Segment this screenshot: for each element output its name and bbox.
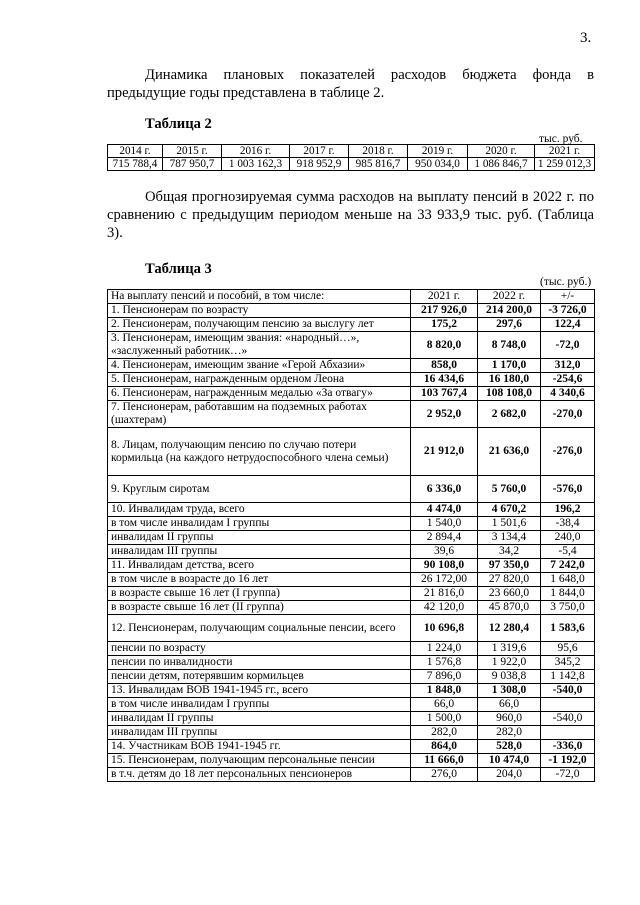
value-2021: 175,2: [411, 318, 478, 332]
row-name: инвалидам II группы: [108, 531, 411, 545]
row-name: 8. Лицам, получающим пенсию по случаю потери кормильца (на каждого нетрудоспособного члена семьи): [108, 428, 411, 476]
value-2022: 27 820,0: [478, 573, 541, 587]
row-name: 6. Пенсионерам, награжденным медалью «За отвагу»: [108, 387, 411, 401]
intro-text: Динамика плановых показателей расходов бюджета фонда в предыдущие годы представлена в таблице 2.: [107, 67, 594, 101]
table2-value: 715 788,4: [108, 158, 163, 171]
table-row: [108, 670, 595, 684]
table-row: [108, 428, 595, 476]
value-2021: 26 172,00: [411, 573, 478, 587]
value-2021: 2 894,4: [411, 531, 478, 545]
row-name: пенсии по возрасту: [108, 642, 411, 656]
value-diff: -254,6: [541, 373, 595, 387]
table3-caption: Таблица 3: [145, 261, 212, 277]
value-diff: -3 726,0: [541, 304, 595, 318]
value-2021: 217 926,0: [411, 304, 478, 318]
value-2021: 21 816,0: [411, 587, 478, 601]
table3-header-label: На выплату пенсий и пособий, в том числе:: [108, 290, 411, 304]
value-2021: 1 576,8: [411, 656, 478, 670]
value-2022: 9 038,8: [478, 670, 541, 684]
table-row: [108, 587, 595, 601]
value-2021: 66,0: [411, 698, 478, 712]
value-2021: 864,0: [411, 740, 478, 754]
value-2022: 5 760,0: [478, 476, 541, 503]
value-diff: -72,0: [541, 768, 595, 782]
value-diff: 1 844,0: [541, 587, 595, 601]
value-2022: 97 350,0: [478, 559, 541, 573]
value-2022: 3 134,4: [478, 531, 541, 545]
row-name: в возрасте свыше 16 лет (II группа): [108, 601, 411, 615]
value-2022: 34,2: [478, 545, 541, 559]
value-diff: 1 142,8: [541, 670, 595, 684]
row-name: 9. Круглым сиротам: [108, 476, 411, 503]
value-2021: 16 434,6: [411, 373, 478, 387]
value-2021: 39,6: [411, 545, 478, 559]
value-diff: -336,0: [541, 740, 595, 754]
value-2022: 1 319,6: [478, 642, 541, 656]
table2-value: 787 950,7: [163, 158, 222, 171]
row-name: в том числе инвалидам I группы: [108, 698, 411, 712]
table-row: [108, 318, 595, 332]
row-name: в том числе инвалидам I группы: [108, 517, 411, 531]
row-name: в т.ч. детям до 18 лет персональных пенсионеров: [108, 768, 411, 782]
value-diff: -540,0: [541, 712, 595, 726]
value-2021: 1 848,0: [411, 684, 478, 698]
value-2022: 1 308,0: [478, 684, 541, 698]
table-row: [108, 332, 595, 359]
table3: [107, 289, 595, 782]
row-name: 1. Пенсионерам по возрасту: [108, 304, 411, 318]
row-name: 12. Пенсионерам, получающим социальные пенсии, всего: [108, 615, 411, 642]
value-2021: 7 896,0: [411, 670, 478, 684]
value-diff: -38,4: [541, 517, 595, 531]
row-name: 4. Пенсионерам, имеющим звание «Герой Абхазии»: [108, 359, 411, 373]
table-row: [108, 601, 595, 615]
table-row: [108, 615, 595, 642]
table2-year: 2014 г.: [108, 145, 163, 158]
value-diff: 4 340,6: [541, 387, 595, 401]
table-row: [108, 545, 595, 559]
table2-year: 2019 г.: [408, 145, 468, 158]
table2-year: 2015 г.: [163, 145, 222, 158]
value-2021: 42 120,0: [411, 601, 478, 615]
table-row: [108, 503, 595, 517]
value-2022: 4 670,2: [478, 503, 541, 517]
table-row: [108, 754, 595, 768]
table2-value: 918 952,9: [290, 158, 349, 171]
row-name: инвалидам II группы: [108, 712, 411, 726]
table2-value: 1 259 012,3: [535, 158, 595, 171]
value-2022: 66,0: [478, 698, 541, 712]
table-row: [108, 359, 595, 373]
table-row: [108, 517, 595, 531]
value-2022: 108 108,0: [478, 387, 541, 401]
table-row: [108, 698, 595, 712]
table-row: [108, 684, 595, 698]
value-diff: 95,6: [541, 642, 595, 656]
value-2021: 4 474,0: [411, 503, 478, 517]
value-diff: 1 648,0: [541, 573, 595, 587]
page-number: 3.: [580, 30, 592, 46]
table2-year: 2017 г.: [290, 145, 349, 158]
summary-text: Общая прогнозируемая сумма расходов на выплату пенсий в 2022 г. по сравнению с предыдущим периодом меньше на 33 933,9 тыс. руб. (Таблица 3).: [107, 189, 594, 241]
value-diff: [541, 698, 595, 712]
table-row: [108, 559, 595, 573]
row-name: инвалидам III группы: [108, 545, 411, 559]
value-2022: 960,0: [478, 712, 541, 726]
value-2021: 21 912,0: [411, 428, 478, 476]
value-diff: -5,4: [541, 545, 595, 559]
value-2022: 2 682,0: [478, 401, 541, 428]
row-name: в возрасте свыше 16 лет (I группа): [108, 587, 411, 601]
row-name: 15. Пенсионерам, получающим персональные пенсии: [108, 754, 411, 768]
value-diff: -1 192,0: [541, 754, 595, 768]
value-2022: 204,0: [478, 768, 541, 782]
value-2021: 8 820,0: [411, 332, 478, 359]
value-diff: -270,0: [541, 401, 595, 428]
table-row: [108, 712, 595, 726]
value-diff: 345,2: [541, 656, 595, 670]
row-name: 10. Инвалидам труда, всего: [108, 503, 411, 517]
value-2021: 103 767,4: [411, 387, 478, 401]
table-row: [108, 768, 595, 782]
table-row: [108, 656, 595, 670]
table2-value: 950 034,0: [408, 158, 468, 171]
table-row: [108, 373, 595, 387]
row-name: пенсии детям, потерявшим кормильцев: [108, 670, 411, 684]
value-2022: 528,0: [478, 740, 541, 754]
table2-caption: Таблица 2: [145, 116, 212, 132]
value-2022: 21 636,0: [478, 428, 541, 476]
value-2021: 2 952,0: [411, 401, 478, 428]
intro-paragraph: [107, 66, 594, 102]
value-2022: 16 180,0: [478, 373, 541, 387]
value-2022: 1 170,0: [478, 359, 541, 373]
value-2022: 297,6: [478, 318, 541, 332]
table-row: [108, 642, 595, 656]
value-2022: 214 200,0: [478, 304, 541, 318]
value-2021: 11 666,0: [411, 754, 478, 768]
table3-header-2021: 2021 г.: [411, 290, 478, 304]
table2-header-row: [108, 145, 595, 158]
table-row: [108, 531, 595, 545]
value-2022: 1 922,0: [478, 656, 541, 670]
table2: [107, 144, 595, 171]
row-name: в том числе в возрасте до 16 лет: [108, 573, 411, 587]
table-row: [108, 387, 595, 401]
table3-header-2022: 2022 г.: [478, 290, 541, 304]
value-diff: 122,4: [541, 318, 595, 332]
table2-year: 2020 г.: [468, 145, 535, 158]
row-name: 11. Инвалидам детства, всего: [108, 559, 411, 573]
value-2022: 1 501,6: [478, 517, 541, 531]
value-diff: 196,2: [541, 503, 595, 517]
table-row: [108, 726, 595, 740]
table2-year: 2018 г.: [349, 145, 408, 158]
row-name: 5. Пенсионерам, награжденным орденом Леона: [108, 373, 411, 387]
value-diff: -276,0: [541, 428, 595, 476]
value-diff: -576,0: [541, 476, 595, 503]
value-2022: 8 748,0: [478, 332, 541, 359]
value-2021: 276,0: [411, 768, 478, 782]
value-2022: 282,0: [478, 726, 541, 740]
row-name: 14. Участникам ВОВ 1941-1945 гг.: [108, 740, 411, 754]
value-diff: -540,0: [541, 684, 595, 698]
value-2022: 10 474,0: [478, 754, 541, 768]
table2-value: 1 086 846,7: [468, 158, 535, 171]
table-row: [108, 304, 595, 318]
table2-value: 985 816,7: [349, 158, 408, 171]
value-diff: 1 583,6: [541, 615, 595, 642]
table2-year: 2021 г.: [535, 145, 595, 158]
row-name: пенсии по инвалидности: [108, 656, 411, 670]
table2-year: 2016 г.: [222, 145, 290, 158]
value-diff: [541, 726, 595, 740]
table3-unit: (тыс. руб.): [540, 276, 592, 288]
table-row: [108, 401, 595, 428]
row-name: 3. Пенсионерам, имеющим звания: «народный…», «заслуженный работник…»: [108, 332, 411, 359]
value-2021: 1 540,0: [411, 517, 478, 531]
value-2021: 282,0: [411, 726, 478, 740]
table3-header-diff: +/-: [541, 290, 595, 304]
table-row: [108, 573, 595, 587]
table3-header-row: [108, 290, 595, 304]
value-2021: 1 500,0: [411, 712, 478, 726]
value-diff: 3 750,0: [541, 601, 595, 615]
row-name: 2. Пенсионерам, получающим пенсию за выслугу лет: [108, 318, 411, 332]
value-diff: -72,0: [541, 332, 595, 359]
row-name: 7. Пенсионерам, работавшим на подземных работах (шахтерам): [108, 401, 411, 428]
table2-value: 1 003 162,3: [222, 158, 290, 171]
value-2022: 12 280,4: [478, 615, 541, 642]
value-2022: 45 870,0: [478, 601, 541, 615]
value-2022: 23 660,0: [478, 587, 541, 601]
row-name: 13. Инвалидам ВОВ 1941-1945 гг., всего: [108, 684, 411, 698]
value-2021: 90 108,0: [411, 559, 478, 573]
table-row: [108, 476, 595, 503]
value-2021: 10 696,8: [411, 615, 478, 642]
value-2021: 6 336,0: [411, 476, 478, 503]
summary-paragraph: [107, 188, 594, 242]
value-diff: 312,0: [541, 359, 595, 373]
value-2021: 858,0: [411, 359, 478, 373]
value-diff: 240,0: [541, 531, 595, 545]
table2-value-row: [108, 158, 595, 171]
value-2021: 1 224,0: [411, 642, 478, 656]
table2-unit: тыс. руб.: [539, 133, 583, 145]
table-row: [108, 740, 595, 754]
row-name: инвалидам III группы: [108, 726, 411, 740]
value-diff: 7 242,0: [541, 559, 595, 573]
